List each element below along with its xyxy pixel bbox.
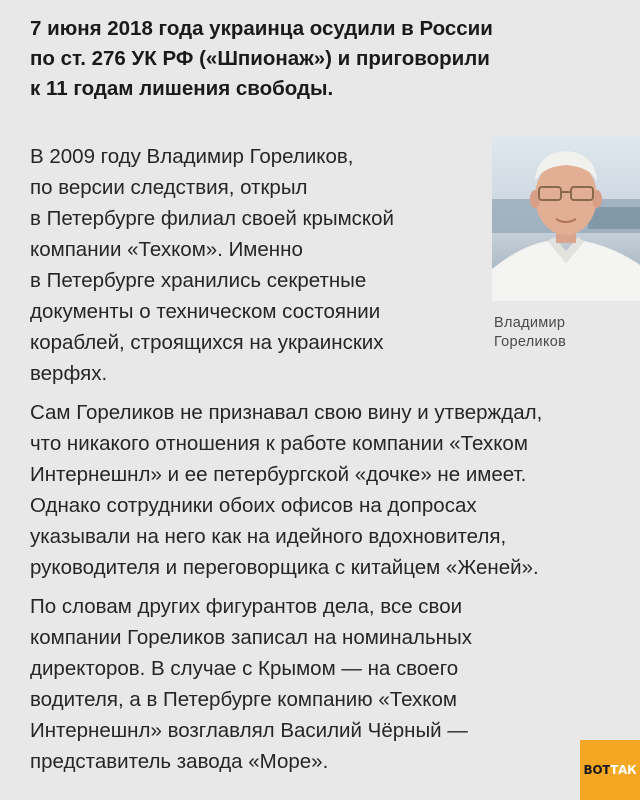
paragraph-line: Однако сотрудники обоих офисов на допросах xyxy=(30,494,477,517)
paragraph-line: Сам Гореликов не признавал свою вину и утверждал, xyxy=(30,401,543,424)
paragraph-line: директоров. В случае с Крымом — на своего xyxy=(30,657,459,680)
headline-line: по ст. 276 УК РФ («Шпионаж») и приговорили xyxy=(30,47,490,70)
paragraph-line: По словам других фигурантов дела, все свои xyxy=(30,595,463,618)
photo-caption xyxy=(494,314,566,352)
paragraph-line: кораблей, строящихся на украинских xyxy=(30,331,384,354)
paragraph-line: В 2009 году Владимир Гореликов, xyxy=(30,145,354,168)
paragraph-line: в Петербурге филиал своей крымской xyxy=(30,207,394,230)
paragraph-line: по версии следствия, открыл xyxy=(30,176,308,199)
headline xyxy=(30,14,620,104)
caption-line: Гореликов xyxy=(494,334,567,350)
brand-logo xyxy=(580,740,640,800)
paragraph-denial xyxy=(30,397,630,583)
paragraph-line: Интернешнл» и ее петербургской «дочке» не имеет. xyxy=(30,463,527,486)
paragraph-nominees xyxy=(30,591,630,777)
paragraph-line: представитель завода «Море». xyxy=(30,750,329,773)
caption-line: Владимир xyxy=(494,315,566,331)
logo-text xyxy=(583,763,636,777)
paragraph-line: верфях. xyxy=(30,362,108,385)
paragraph-line: Интернешнл» возглавлял Василий Чёрный — xyxy=(30,719,468,742)
paragraph-line: в Петербурге хранились секретные xyxy=(30,269,367,292)
paragraph-line: водителя, а в Петербурге компанию «Техком xyxy=(30,688,457,711)
paragraph-opening xyxy=(30,141,470,389)
paragraph-line: указывали на него как на идейного вдохновителя, xyxy=(30,525,507,548)
headline-line: 7 июня 2018 года украинца осудили в России xyxy=(30,17,493,40)
logo-part-1: ВОТ xyxy=(583,763,611,777)
paragraph-line: компании Гореликов записал на номинальных xyxy=(30,626,472,649)
headline-line: к 11 годам лишения свободы. xyxy=(30,77,334,100)
logo-part-2: ТАК xyxy=(610,763,637,777)
paragraph-line: документы о техническом состоянии xyxy=(30,300,381,323)
portrait-illustration xyxy=(492,137,640,301)
paragraph-line: компании «Техком». Именно xyxy=(30,238,303,261)
portrait-photo xyxy=(492,137,640,301)
paragraph-line: что никакого отношения к работе компании «Техком xyxy=(30,432,528,455)
paragraph-line: руководителя и переговорщика с китайцем «Женей». xyxy=(30,556,539,579)
